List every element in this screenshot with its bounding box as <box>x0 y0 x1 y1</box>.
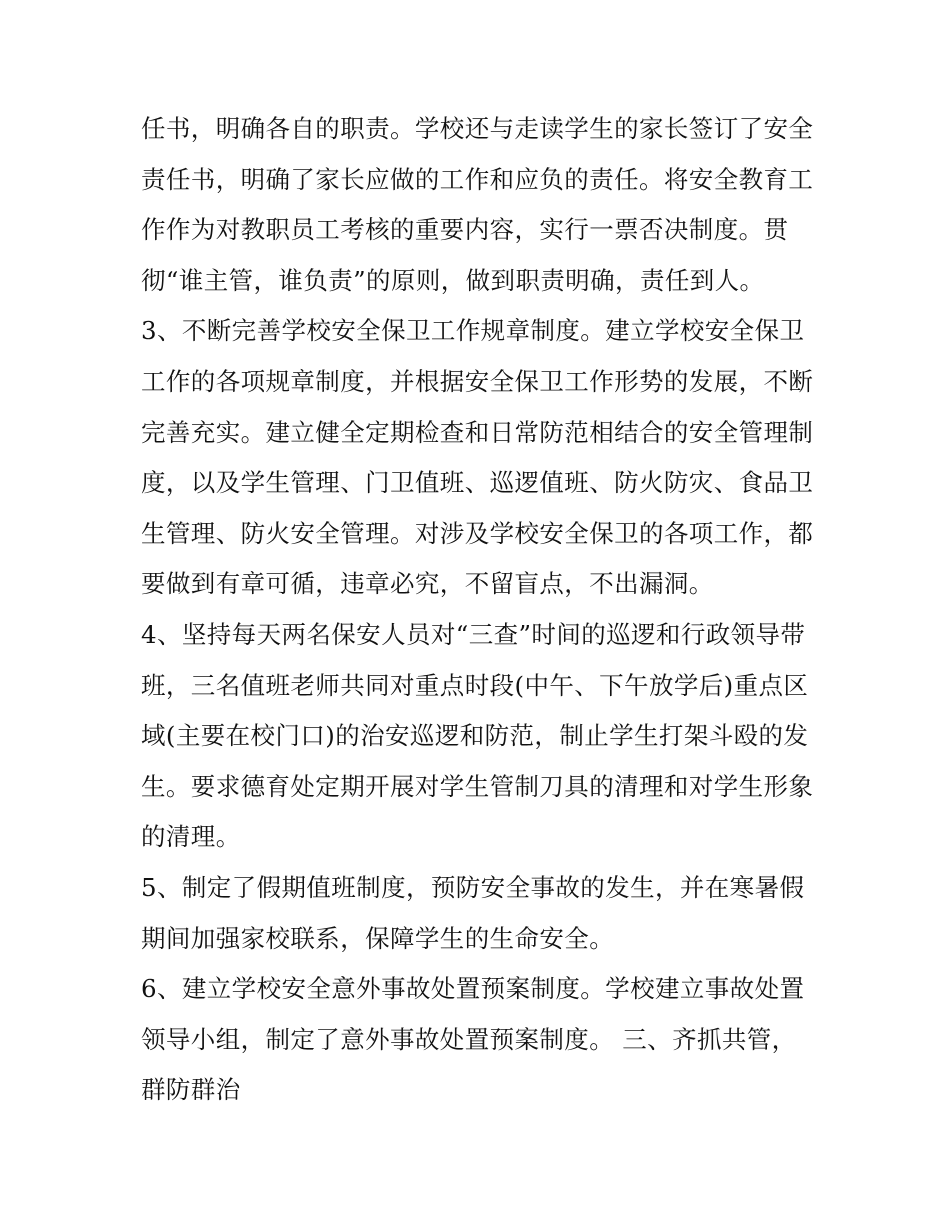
list-item-5-start: 5、制定了假期值班制度，预防安全事故的发生，并在寒暑假 <box>141 872 805 902</box>
list-item-4-start: 4、坚持每天两名保安人员对“三查”时间的巡逻和行政领导带 <box>141 619 806 649</box>
text-line: 领导小组，制定了意外事故处置预案制度。 三、齐抓共管， <box>141 1024 797 1054</box>
list-item-3-start: 3、不断完善学校安全保卫工作规章制度。建立学校安全保卫 <box>141 316 805 346</box>
text-line: 期间加强家校联系，保障学生的生命安全。 <box>141 923 615 953</box>
text-line: 任书，明确各自的职责。学校还与走读学生的家长签订了安全 <box>141 114 814 143</box>
text-line: 班，三名值班老师共同对重点时段(中午、下午放学后)重点区 <box>141 670 809 700</box>
text-line: 责任书，明确了家长应做的工作和应负的责任。将安全教育工 <box>141 164 814 194</box>
list-item-6-start: 6、建立学校安全意外事故处置预案制度。学校建立事故处置 <box>141 974 805 1004</box>
text-line: 的清理。 <box>141 822 241 852</box>
text-line: 彻“谁主管，谁负责”的原则，做到职责明确，责任到人。 <box>141 265 765 295</box>
text-line: 度，以及学生管理、门卫值班、巡逻值班、防火防灾、食品卫 <box>141 468 814 498</box>
text-line: 生。要求德育处定期开展对学生管制刀具的清理和对学生形象 <box>141 771 814 801</box>
text-line: 完善充实。建立健全定期检查和日常防范相结合的安全管理制 <box>141 417 814 447</box>
text-line: 域(主要在校门口)的治安巡逻和防范，制止学生打架斗殴的发 <box>141 721 809 751</box>
text-line: 生管理、防火安全管理。对涉及学校安全保卫的各项工作，都 <box>141 518 814 548</box>
text-line: 作作为对教职员工考核的重要内容，实行一票否决制度。贯 <box>141 215 789 245</box>
section-heading-3: 群防群治 <box>141 1075 241 1105</box>
text-line: 要做到有章可循，违章必究，不留盲点，不出漏洞。 <box>141 569 714 599</box>
text-line: 工作的各项规章制度，并根据安全保卫工作形势的发展，不断 <box>141 366 814 396</box>
body-text <box>141 104 821 1116</box>
